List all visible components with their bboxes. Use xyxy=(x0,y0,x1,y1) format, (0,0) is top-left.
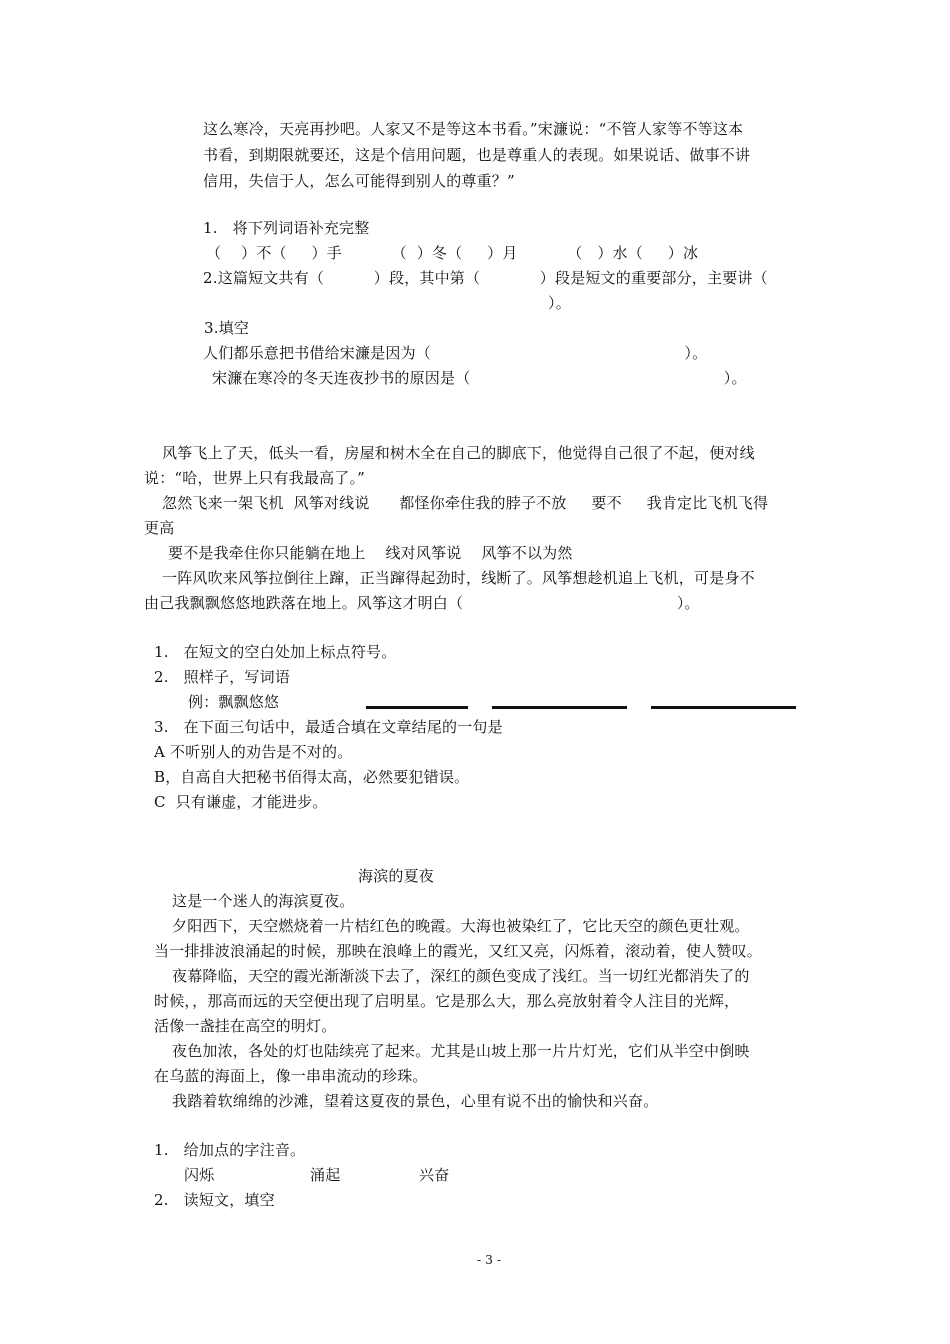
q3-title: 3.填空 xyxy=(204,319,250,337)
passage1-line-2: 书看，到期限就要还，这是个信用问题，也是尊重人的表现。如果说话、做事不讲 xyxy=(203,146,751,164)
q2-line-2: ）。 xyxy=(548,294,571,312)
passage2-line-6: 一阵风吹来风筝拉倒往上蹿，正当蹿得起劲时，线断了。风筝想趁机追上飞机，可是身不 xyxy=(162,569,755,587)
q1-title: 1. 将下列词语补充完整 xyxy=(203,219,370,237)
passage3-line-2: 夕阳西下，天空燃烧着一片桔红色的晚霞。大海也被染红了，它比天空的颜色更壮观。 xyxy=(172,917,750,935)
passage3-line-6: 活像一盏挂在高空的明灯。 xyxy=(154,1017,337,1035)
option-a: A 不听别人的劝告是不对的。 xyxy=(154,743,353,761)
passage2-line-1: 风筝飞上了天，低头一看，房屋和树木全在自己的脚底下，他觉得自己很了不起，便对线 xyxy=(162,444,755,462)
p3-q2: 2. 读短文，填空 xyxy=(154,1191,275,1209)
answer-line-2[interactable] xyxy=(492,706,627,709)
q1-word-blanks: （ ）不（ ）手 （ ）冬（ ）月 （ ）水（ ）冰 xyxy=(206,244,699,262)
passage3-line-7: 夜色加浓，各处的灯也陆续亮了起来。尤其是山坡上那一片片灯光，它们从半空中倒映 xyxy=(172,1042,750,1060)
passage2-line-7: 由己我飘飘悠悠地跌落在地上。风筝这才明白（ ）。 xyxy=(144,594,700,612)
page-number: - 3 - xyxy=(477,1253,502,1267)
passage2-line-4: 更高 xyxy=(144,519,175,537)
p2-q2-example: 例：飘飘悠悠 xyxy=(188,693,280,711)
option-b: B，自高自大把秘书佰得太高，必然要犯错误。 xyxy=(154,768,470,786)
p2-q2-title: 2. 照样子，写词语 xyxy=(154,668,291,686)
p3-q1-word-2: 涌起 xyxy=(310,1166,341,1184)
passage3-line-8: 在乌蓝的海面上，像一串串流动的珍珠。 xyxy=(154,1067,428,1085)
option-c: C 只有谦虚，才能进步。 xyxy=(154,793,328,811)
passage3-line-9: 我踏着软绵绵的沙滩，望着这夏夜的景色，心里有说不出的愉快和兴奋。 xyxy=(172,1092,659,1110)
q3-line-1: 人们都乐意把书借给宋濂是因为（ ）。 xyxy=(203,344,708,362)
p3-q1-word-1: 闪烁 xyxy=(184,1166,215,1184)
passage2-line-2: 说：“哈，世界上只有我最高了。” xyxy=(144,469,366,487)
q2-line-1: 2.这篇短文共有（ ）段，其中第（ ）段是短文的重要部分，主要讲（ xyxy=(203,269,768,287)
p2-q3-title: 3. 在下面三句话中，最适合填在文章结尾的一句是 xyxy=(154,718,503,736)
q3-line-2: 宋濂在寒冷的冬天连夜抄书的原因是（ ）。 xyxy=(212,369,747,387)
passage3-line-4: 夜幕降临，天空的霞光渐渐淡下去了，深红的颜色变成了浅红。当一切红光都消失了的 xyxy=(172,967,750,985)
passage1-line-3: 信用，失信于人，怎么可能得到别人的尊重？” xyxy=(203,172,515,190)
passage3-line-3: 当一排排波浪涌起的时候，那映在浪峰上的霞光，又红又亮，闪烁着，滚动着，使人赞叹。 xyxy=(154,942,763,960)
passage3-line-5: 时候，，那高而远的天空便出现了启明星。它是那么大，那么亮放射着令人注目的光辉， xyxy=(154,992,740,1010)
passage2-line-5: 要不是我牵住你只能躺在地上 线对风筝说 风筝不以为然 xyxy=(168,544,573,562)
answer-line-1[interactable] xyxy=(366,706,468,709)
passage3-title: 海滨的夏夜 xyxy=(358,867,435,885)
answer-line-3[interactable] xyxy=(651,706,796,709)
p3-q1-word-3: 兴奋 xyxy=(419,1166,450,1184)
passage1-line-1: 这么寒冷，天亮再抄吧。人家又不是等这本书看。”宋濂说：“不管人家等不等这本 xyxy=(203,120,744,138)
passage3-line-1: 这是一个迷人的海滨夏夜。 xyxy=(172,892,355,910)
p3-q1: 1. 给加点的字注音。 xyxy=(154,1141,306,1159)
passage2-line-3: 忽然飞来一架飞机 风筝对线说 都怪你牵住我的脖子不放 要不 我肯定比飞机飞得 xyxy=(162,494,769,512)
p2-q1: 1. 在短文的空白处加上标点符号。 xyxy=(154,643,397,661)
